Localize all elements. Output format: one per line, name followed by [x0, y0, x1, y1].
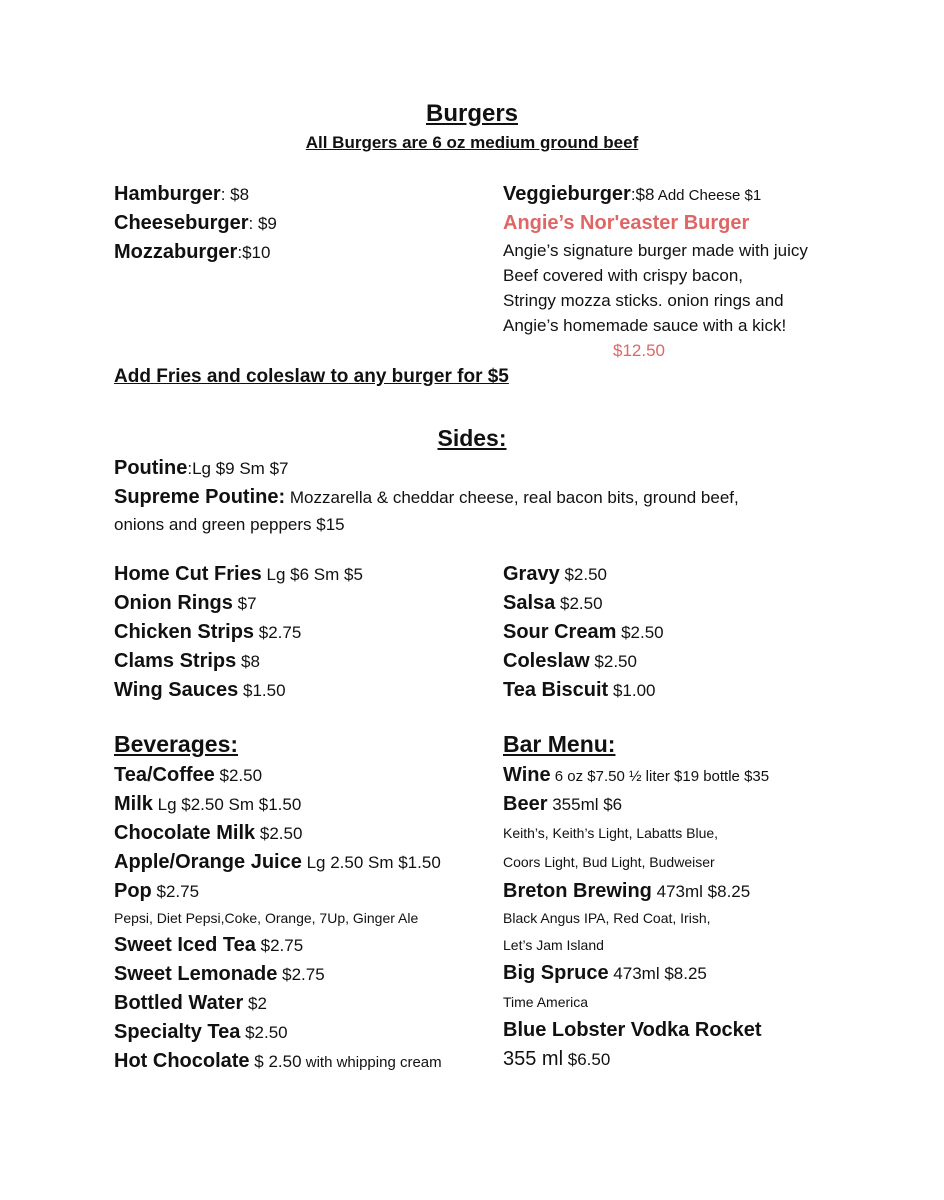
beverages-list — [114, 727, 442, 1076]
menu-item: Chicken Strips $2.75 — [114, 621, 302, 643]
menu-item: Sweet Iced Tea $2.75 — [114, 934, 304, 956]
veggieburger-item: Veggieburger:$8 Add Cheese $1 — [503, 183, 762, 205]
menu-item: Hot Chocolate $ 2.50 with whipping cream — [114, 1050, 442, 1072]
menu-item: Specialty Tea $2.50 — [114, 1021, 288, 1043]
menu-item: Coleslaw $2.50 — [503, 650, 637, 672]
menu-item: Bottled Water $2 — [114, 992, 267, 1014]
poutine-item: Poutine:Lg $9 Sm $7 — [114, 457, 289, 479]
sides-title: Sides: — [437, 425, 507, 451]
menu-item: Home Cut Fries Lg $6 Sm $5 — [114, 563, 363, 585]
menu-item: Salsa $2.50 — [503, 592, 603, 614]
menu-item: Gravy $2.50 — [503, 563, 607, 585]
menu-item: Apple/Orange Juice Lg 2.50 Sm $1.50 — [114, 851, 441, 873]
beer-brands-note: Coors Light, Bud Light, Budweiser — [503, 854, 715, 870]
beer-brands-note: Keith’s, Keith’s Light, Labatts Blue, — [503, 825, 719, 841]
breton-brands-note: Let’s Jam Island — [503, 937, 604, 953]
sides-right-list — [503, 560, 664, 705]
menu-item: Clams Strips $8 — [114, 650, 260, 672]
menu-item: Tea Biscuit $1.00 — [503, 679, 656, 701]
supreme-poutine-desc: onions and green peppers $15 — [114, 515, 345, 534]
menu-item: Sour Cream $2.50 — [503, 621, 664, 643]
menu-item: Wine 6 oz $7.50 ½ liter $19 bottle $35 — [503, 764, 770, 786]
burgers-title: Burgers — [425, 100, 519, 127]
bar-menu-list — [503, 727, 769, 1074]
special-burger-description: Angie’s signature burger made with juicy Beef covered with crispy bacon, Stringy mozza sticks. onion rings and Angie’s homemade sauce with a kick! — [503, 241, 808, 335]
menu-item: Breton Brewing 473ml $8.25 — [503, 880, 751, 902]
beverages-title: Beverages: — [114, 731, 239, 757]
supreme-poutine-item: Supreme Poutine: Mozzarella & cheddar cheese, real bacon bits, ground beef, — [114, 486, 739, 508]
menu-item: 355 ml $6.50 — [503, 1048, 611, 1070]
bar-menu-title: Bar Menu: — [503, 731, 616, 757]
menu-item: Big Spruce 473ml $8.25 — [503, 962, 707, 984]
spruce-brands-note: Time America — [503, 994, 589, 1010]
burgers-right-list — [503, 180, 808, 363]
menu-item: Wing Sauces $1.50 — [114, 679, 286, 701]
sides-left-list — [114, 560, 363, 705]
breton-brands-note: Black Angus IPA, Red Coat, Irish, — [503, 910, 711, 926]
menu-item: Pop $2.75 — [114, 880, 200, 902]
burgers-subtitle: All Burgers are 6 oz medium ground beef — [305, 133, 639, 152]
menu-item: Hamburger: $8 — [114, 183, 250, 205]
menu-item: Beer 355ml $6 — [503, 793, 623, 815]
pop-flavors-note: Pepsi, Diet Pepsi,Coke, Orange, 7Up, Ginger Ale — [114, 910, 419, 926]
poutine-block — [114, 454, 739, 538]
menu-item: Tea/Coffee $2.50 — [114, 764, 263, 786]
special-burger-price: $12.50 — [613, 341, 665, 360]
menu-item: Onion Rings $7 — [114, 592, 257, 614]
burgers-left-list — [114, 180, 277, 267]
menu-item: Cheeseburger: $9 — [114, 212, 277, 234]
menu-item: Blue Lobster Vodka Rocket — [503, 1019, 762, 1041]
menu-item: Sweet Lemonade $2.75 — [114, 963, 325, 985]
menu-item: Mozzaburger:$10 — [114, 241, 271, 263]
add-fries-note: Add Fries and coleslaw to any burger for $5 — [114, 366, 509, 387]
menu-item: Milk Lg $2.50 Sm $1.50 — [114, 793, 302, 815]
menu-item: Chocolate Milk $2.50 — [114, 822, 303, 844]
special-burger-name: Angie’s Nor'easter Burger — [503, 212, 750, 234]
